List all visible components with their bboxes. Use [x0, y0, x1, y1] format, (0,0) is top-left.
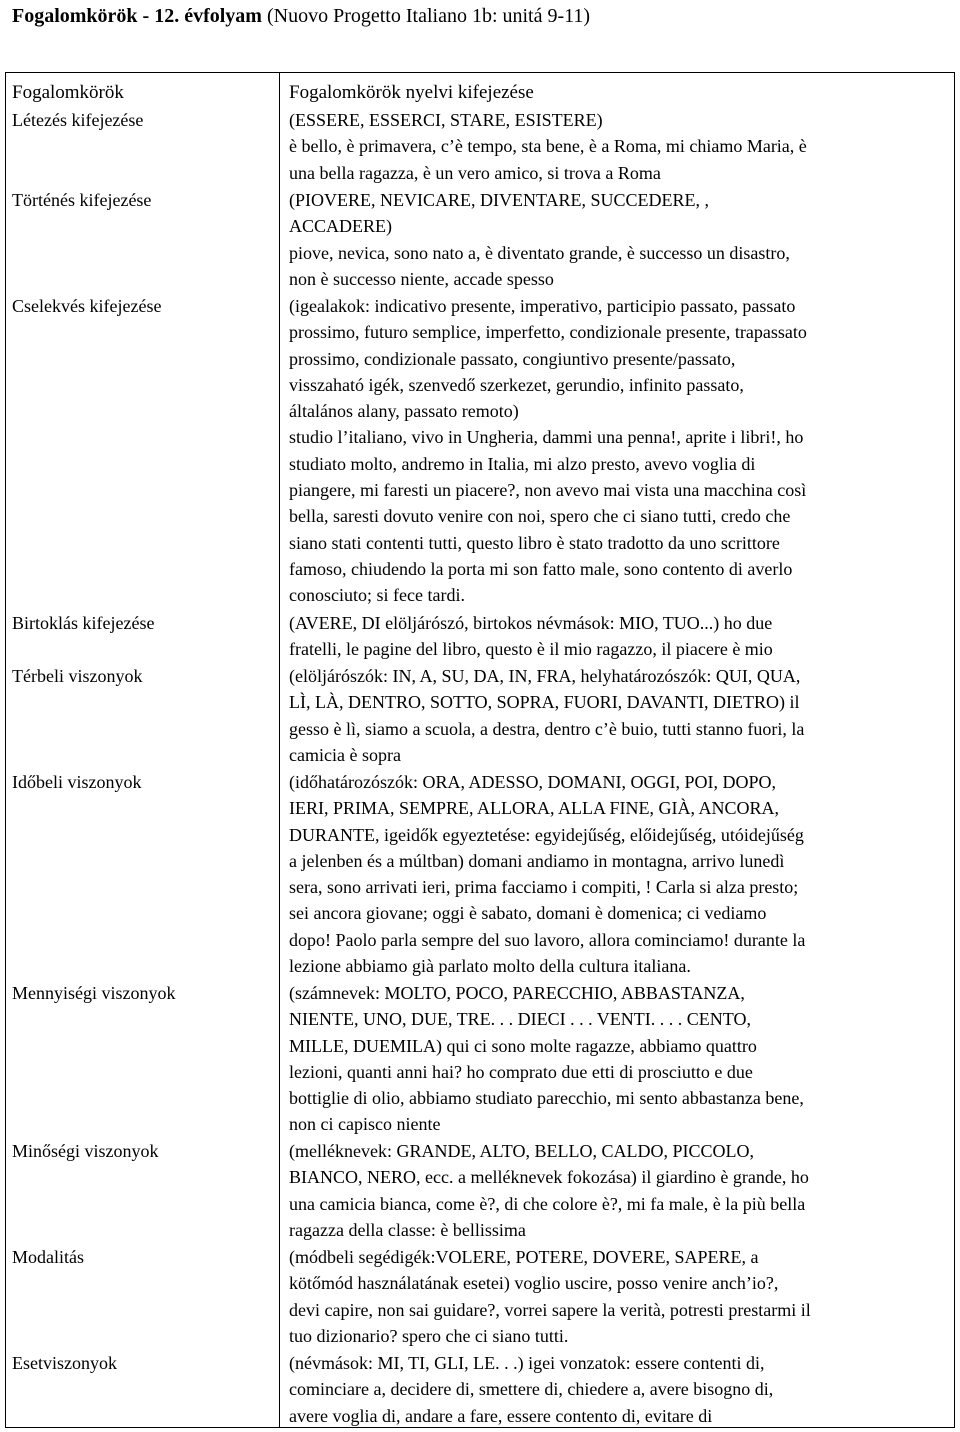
row-category-label: Térbeli viszonyok: [12, 666, 143, 686]
expression-line: gesso è lì, siamo a scuola, a destra, dentro c’è buio, tutti stanno fuori, la: [289, 718, 805, 739]
row-category-label: Létezés kifejezése: [12, 110, 144, 130]
header-left-cell: Fogalomkörök: [12, 82, 124, 103]
expression-line: tuo dizionario? spero che ci siano tutti.: [289, 1325, 569, 1346]
expression-line: piove, nevica, sono nato a, è diventato grande, è successo un disastro,: [289, 242, 790, 263]
row-expression-cell: [289, 293, 951, 609]
row-expression-cell: [289, 610, 951, 663]
row-category-label: Birtoklás kifejezése: [12, 613, 155, 633]
expression-line: dopo! Paolo parla sempre del suo lavoro, allora cominciamo! durante la: [289, 929, 806, 950]
expression-line: lezioni, quanti anni hai? ho comprato due etti di prosciutto e due: [289, 1061, 753, 1082]
expression-line: (melléknevek: GRANDE, ALTO, BELLO, CALDO, PICCOLO,: [289, 1141, 754, 1161]
expression-line: piangere, mi faresti un piacere?, non avevo mai vista una macchina così: [289, 480, 807, 501]
expression-line: (PIOVERE, NEVICARE, DIVENTARE, SUCCEDERE, ,: [289, 190, 710, 210]
expression-line: una camicia bianca, come è?, di che colore è?, mi fa male, è la più bella: [289, 1193, 806, 1214]
row-category-label: Minőségi viszonyok: [12, 1141, 159, 1161]
expression-line: ACCADERE): [289, 216, 392, 237]
row-category-label: Mennyiségi viszonyok: [12, 983, 176, 1003]
expression-line: (névmások: MI, TI, GLI, LE. . .) igei vonzatok: essere contenti di,: [289, 1353, 765, 1373]
row-category-label: Történés kifejezése: [12, 190, 152, 210]
column-divider: [279, 73, 280, 1427]
expression-line: visszaható igék, szenvedő szerkezet, gerundio, infinito passato,: [289, 374, 744, 395]
expression-line: conosciuto; si fece tardi.: [289, 585, 465, 606]
row-expression-cell: [289, 187, 951, 292]
expression-line: (számnevek: MOLTO, POCO, PARECCHIO, ABBASTANZA,: [289, 983, 745, 1003]
expression-line: LÌ, LÀ, DENTRO, SOTTO, SOPRA, FUORI, DAVANTI, DIETRO) il: [289, 692, 800, 713]
row-expression-cell: [289, 1244, 951, 1349]
concept-table: [5, 72, 955, 1428]
expression-line: studiato molto, andremo in Italia, mi alzo presto, avevo voglia di: [289, 453, 756, 474]
expression-line: kötőmód használatának esetei) voglio uscire, posso venire anch’io?,: [289, 1273, 779, 1294]
expression-line: fratelli, le pagine del libro, questo è il mio ragazzo, il piacere è mio: [289, 639, 773, 660]
expression-line: non ci capisco niente: [289, 1114, 441, 1135]
expression-line: általános alany, passato remoto): [289, 401, 519, 422]
expression-line: bella, saresti dovuto venire con noi, spero che ci siano tutti, credo che: [289, 506, 791, 527]
row-expression-cell: [289, 107, 951, 186]
expression-line: sei ancora giovane; oggi è sabato, domani è domenica; ci vediamo: [289, 903, 767, 924]
row-expression-cell: [289, 1138, 951, 1243]
row-expression-cell: [289, 1350, 951, 1429]
expression-line: MILLE, DUEMILA) qui ci sono molte ragazze, abbiamo quattro: [289, 1035, 757, 1056]
expression-line: IERI, PRIMA, SEMPRE, ALLORA, ALLA FINE, GIÀ, ANCORA,: [289, 798, 780, 819]
header-right-cell: Fogalomkörök nyelvi kifejezése: [289, 82, 534, 103]
expression-line: NIENTE, UNO, DUE, TRE. . . DIECI . . . VENTI. . . . CENTO,: [289, 1009, 751, 1030]
expression-line: (ESSERE, ESSERCI, STARE, ESISTERE): [289, 110, 603, 130]
expression-line: (időhatározószók: ORA, ADESSO, DOMANI, OGGI, POI, DOPO,: [289, 772, 776, 792]
expression-line: DURANTE, igeidők egyeztetése: egyidejűség, előidejűség, utóidejűség: [289, 824, 804, 845]
expression-line: (AVERE, DI elöljárószó, birtokos névmások: MIO, TUO...) ho due: [289, 613, 773, 633]
expression-line: lezione abbiamo già parlato molto della cultura italiana.: [289, 956, 691, 977]
expression-line: (módbeli segédigék:VOLERE, POTERE, DOVERE, SAPERE, a: [289, 1247, 759, 1267]
expression-line: prossimo, condizionale passato, congiuntivo presente/passato,: [289, 348, 736, 369]
page-title-bold: Fogalomkörök - 12. évfolyam: [12, 5, 262, 27]
expression-line: devi capire, non sai guidare?, vorrei sapere la verità, potresti prestarmi il: [289, 1299, 811, 1320]
expression-line: famoso, chiudendo la porta mi son fatto male, sono contento di averlo: [289, 558, 793, 579]
expression-line: prossimo, futuro semplice, imperfetto, condizionale presente, trapassato: [289, 322, 807, 343]
expression-line: cominciare a, decidere di, smettere di, chiedere a, avere bisogno di,: [289, 1379, 774, 1400]
expression-line: una bella ragazza, è un vero amico, si trova a Roma: [289, 162, 661, 183]
row-category-label: Cselekvés kifejezése: [12, 296, 162, 316]
expression-line: bottiglie di olio, abbiamo studiato parecchio, mi sento abbastanza bene,: [289, 1088, 804, 1109]
row-category-label: Időbeli viszonyok: [12, 772, 142, 792]
row-expression-cell: [289, 980, 951, 1138]
expression-line: sera, sono arrivati ieri, prima facciamo i compiti, ! Carla si alza presto;: [289, 877, 799, 898]
expression-line: BIANCO, NERO, ecc. a melléknevek fokozása) il giardino è grande, ho: [289, 1167, 809, 1188]
row-category-label: Modalitás: [12, 1247, 84, 1267]
row-category-label: Esetviszonyok: [12, 1353, 117, 1373]
expression-line: camicia è sopra: [289, 744, 401, 765]
expression-line: (elöljárószók: IN, A, SU, DA, IN, FRA, helyhatározószók: QUI, QUA,: [289, 666, 801, 686]
expression-line: (igealakok: indicativo presente, imperativo, participio passato, passato: [289, 296, 796, 316]
expression-line: ragazza della classe: è bellissima: [289, 1219, 526, 1240]
expression-line: è bello, è primavera, c’è tempo, sta bene, è a Roma, mi chiamo Maria, è: [289, 136, 807, 157]
expression-line: a jelenben és a múltban) domani andiamo in montagna, arrivo lunedì: [289, 850, 785, 871]
row-expression-cell: [289, 769, 951, 979]
expression-line: studio l’italiano, vivo in Ungheria, dammi una penna!, aprite i libri!, ho: [289, 427, 804, 448]
expression-line: non è successo niente, accade spesso: [289, 268, 554, 289]
page-title-subtitle: (Nuovo Progetto Italiano 1b: unitá 9-11): [266, 5, 591, 27]
expression-line: siano stati contenti tutti, questo libro è stato tradotto da uno scrittore: [289, 532, 780, 553]
page-title: [12, 4, 590, 28]
row-expression-cell: [289, 663, 951, 768]
expression-line: avere voglia di, andare a fare, essere contento di, evitare di: [289, 1405, 713, 1426]
